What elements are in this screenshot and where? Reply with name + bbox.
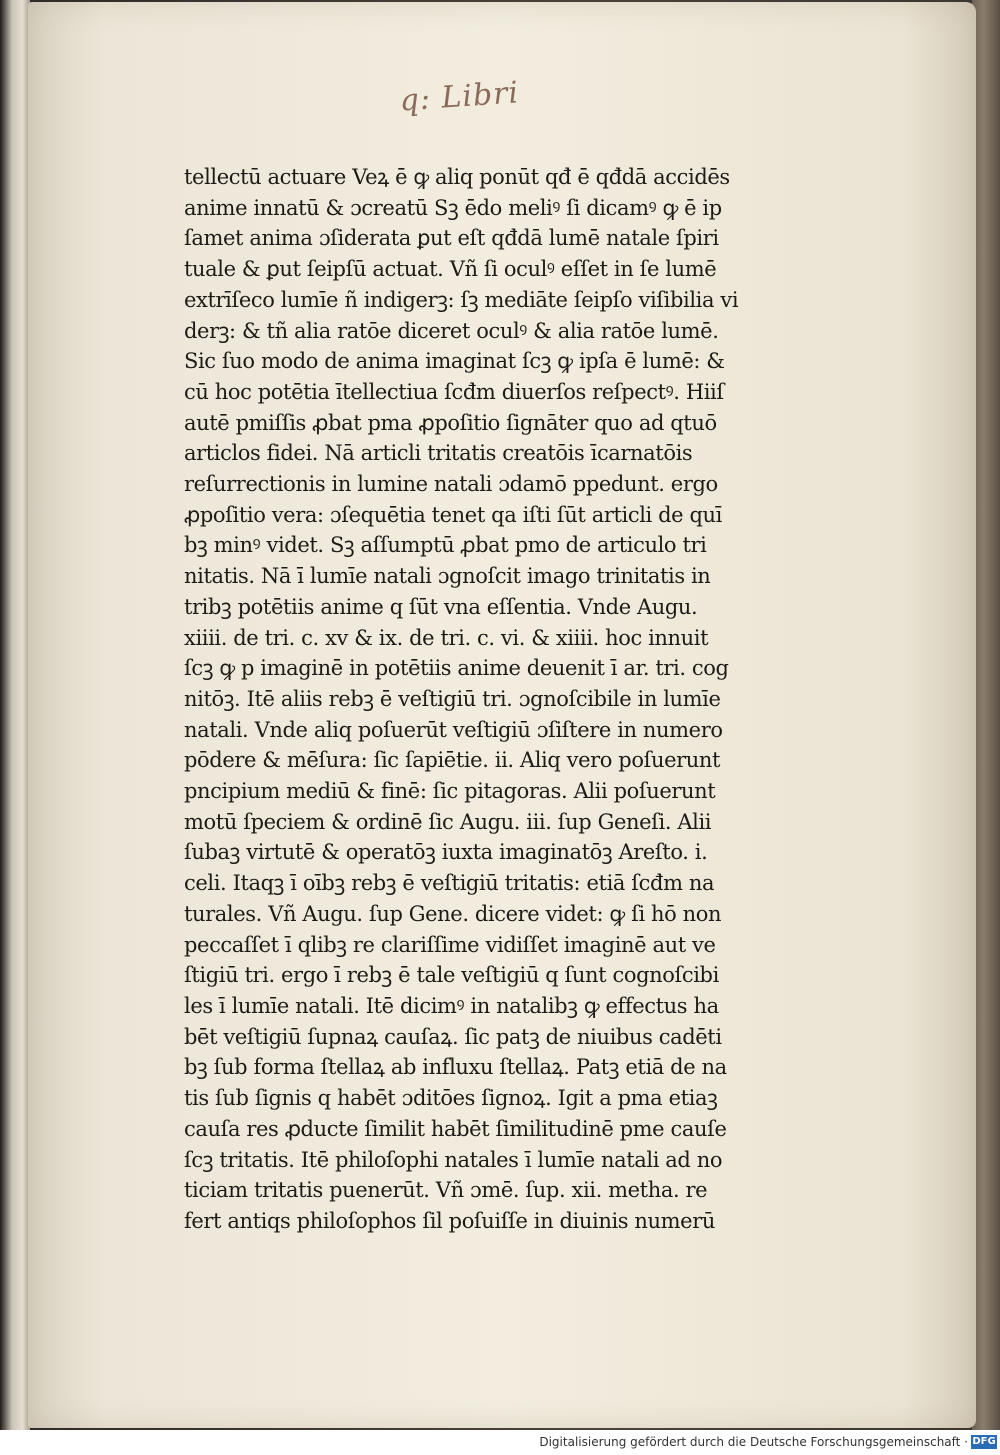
text-line: motū ſpeciem & ordinē ſic Augu. iii. ſup Geneſi. Alii <box>184 809 712 834</box>
text-line: nitatis. Nā ī lumīe natali ɔgnoſcit imago trinitatis in <box>184 564 711 589</box>
text-line: derꝫ: & tñ alia ratōe diceret oculꝰ & alia ratōe lumē. <box>184 318 719 343</box>
text-line: bꝫ minꝰ videt. Sꝫ aſſumptū ꝓbat pmo de articulo tri <box>184 533 707 558</box>
text-line: tribꝫ potētiis anime q ſūt vna eſſentia. Vnde Augu. <box>184 594 698 619</box>
text-line: ſamet anima ɔſiderata ꝑut eſt qđdā lumē natale ſpiri <box>184 226 719 251</box>
text-line: tellectū actuare Veꝝ ē ꝙ aliq ponūt qđ ē qđdā accidēs <box>184 165 730 189</box>
text-line: anime innatū & ɔcreatū Sꝫ ēdo meliꝰ ſi dicamꝰ ꝙ ē ip <box>184 195 722 220</box>
right-binding-edge <box>972 0 1000 1430</box>
text-line: ſtigiū tri. ergo ī rebꝫ ē tale veſtigiū q ſunt cognoſcibi <box>184 963 719 988</box>
text-line: tis ſub ſignis q habēt ɔditōes ſignoꝝ. Igit a pma etiaꝫ <box>184 1086 718 1111</box>
text-line: autē pmiſſis ꝓbat pma ꝓpoſitio ſignāter quo ad qtuō <box>184 410 717 435</box>
text-line: reſurrectionis in lumine natali ɔdamō ppedunt. ergo <box>184 472 718 497</box>
text-line: cauſa res ꝓducte ſimilit habēt ſimilitudinē pme cauſe <box>184 1116 727 1141</box>
text-line: pncipium mediū & finē: ſic pitagoras. Alii poſuerunt <box>184 779 716 804</box>
text-line: turales. Vñ Augu. ſup Gene. dicere videt: ꝙ ſi hō non <box>184 901 722 926</box>
text-line: ꝓpoſitio vera: ɔſequētia tenet qa iſti ſūt articli de quī <box>184 502 722 527</box>
text-line: xiiii. de tri. c. xv & ix. de tri. c. vi. & xiiii. hoc innuit <box>184 625 709 650</box>
text-line: articlos fidei. Nā articli tritatis creatōis īcarnatōis <box>184 441 693 466</box>
footer-bar <box>0 1430 1000 1455</box>
text-line: cū hoc potētia ītellectiua ſcđm diuerſos reſpectꝰ. Hiiſ <box>184 379 724 404</box>
text-line: bꝫ ſub forma ſtellaꝝ ab influxu ſtellaꝝ. Patꝫ etiā de na <box>184 1055 727 1080</box>
footer-credit-text: Digitalisierung gefördert durch die Deutsche Forschungsgemeinschaft · <box>539 1435 968 1449</box>
text-line: natali. Vnde aliq poſuerūt veſtigiū ɔſiſtere in numero <box>184 717 723 742</box>
text-line: peccaſſet ī qlibꝫ re clariſſime vidiſſet imaginē aut ve <box>184 932 716 957</box>
text-line: bēt veſtigiū ſupnaꝝ cauſaꝝ. ſic patꝫ de niuibus cadēti <box>184 1024 722 1049</box>
text-line: extrīſeco lumīe ñ indigerꝫ: ſꝫ mediāte ſeipſo viſibilia vi <box>184 287 739 312</box>
text-line: nitōꝫ. Itē aliis rebꝫ ē veſtigiū tri. ɔgnoſcibile in lumīe <box>184 686 721 711</box>
text-line: fert antiqs philoſophos ſil poſuiſſe in diuinis numerū <box>184 1208 715 1233</box>
text-line: celi. Itaqꝫ ī oībꝫ rebꝫ ē veſtigiū tritatis: etiā ſcđm na <box>184 871 715 896</box>
text-line: ſcꝫ ꝙ p imaginē in potētiis anime deuenit ī ar. tri. cog <box>184 656 729 681</box>
left-page-edges <box>0 0 30 1430</box>
text-line: tuale & ꝑut ſeipſū actuat. Vñ ſi oculꝰ eſſet in ſe lumē <box>184 257 717 282</box>
dfg-logo-icon: DFG <box>972 1436 996 1447</box>
printed-text-block <box>184 162 769 1237</box>
text-line: ticiam tritatis puenerūt. Vñ ɔmē. ſup. xii. metha. re <box>184 1178 708 1203</box>
text-line: pōdere & mēſura: ſic ſapiētie. ii. Aliq vero poſuerunt <box>184 748 721 773</box>
text-line: ſcꝫ tritatis. Itē philoſophi natales ī lumīe natali ad no <box>184 1147 723 1172</box>
handwritten-marginal-note: q: Libri <box>398 75 521 119</box>
text-line: les ī lumīe natali. Itē dicimꝰ in natalibꝫ ꝙ effectus ha <box>184 993 719 1018</box>
text-line: Sic ſuo modo de anima imaginat ſcꝫ ꝙ ipſa ē lumē: & <box>184 349 725 374</box>
text-line: ſubaꝫ virtutē & operatōꝫ iuxta imaginatōꝫ Areſto. i. <box>184 840 708 865</box>
